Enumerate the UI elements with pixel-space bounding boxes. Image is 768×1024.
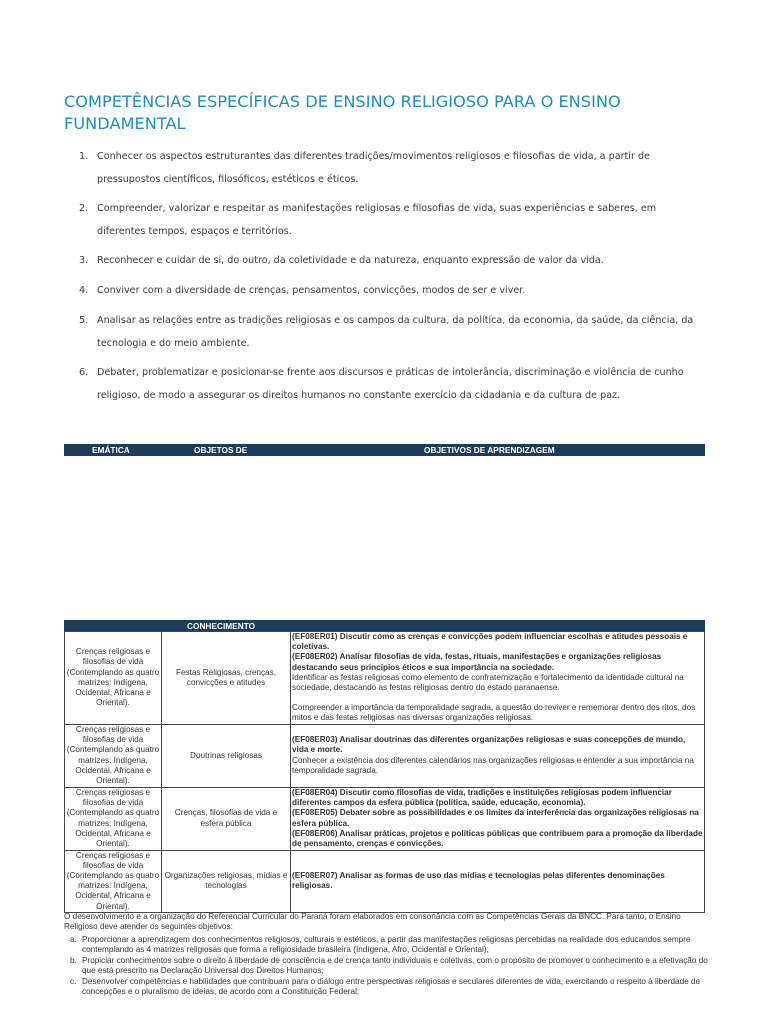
objetivo-text: Compreender a importância da temporalidade sagrada, a questão do reviver e rememorar dentro dos ritos, dos mitos e das festas religiosas nas diversas organizações religiosas.	[292, 703, 696, 723]
objeto-cell: Crenças, filosofias de vida e esfera pública	[162, 787, 291, 850]
intro-paragraph: O desenvolvimento e a organização do Referencial Curricular do Paraná foram elaborados em consonância com as Competências Gerais da BNCC. Para tanto, o Ensino Religioso deve atender os seguintes objetivos:	[64, 912, 681, 931]
competencia-number: 5.	[79, 315, 89, 326]
objeto-cell: Doutrinas religiosas	[162, 724, 291, 787]
competencia-item	[64, 249, 704, 272]
list-item-text: Desenvolver competências e habilidades que contribuam para o diálogo entre perspectivas religiosas e seculares diferentes de vida, exercitando o respeito à liberdade de concepções e o pluralismo de ideias, de acordo com a Constituição Federal;	[82, 977, 701, 996]
competencia-text: Reconhecer e cuidar de si, do outro, da coletividade e da natureza, enquanto expressão de valor da vida.	[97, 255, 604, 266]
objeto-cell: Organizações religiosas, mídias e tecnologias	[162, 850, 291, 912]
unidade-cell: Crenças religiosas e filosofias de vida (Contemplando as quatro matrizes: Indígena, Ocidental, Africana e Oriental).	[65, 850, 162, 912]
list-item	[64, 935, 708, 955]
objetivos-cell	[291, 724, 705, 787]
unidade-cell: Crenças religiosas e filosofias de vida (Contemplando as quatro matrizes: Indígena, Ocidental, Africana e Oriental).	[65, 787, 162, 850]
objetivo-code-text: (EF08ER02) Analisar filosofias de vida, festas, rituais, manifestações e organizações religiosas destacando seus princípios éticos e sua importância na sociedade.	[292, 652, 662, 672]
competencia-number: 2.	[79, 203, 89, 214]
objetivo-code-text: (EF08ER07) Analisar as formas de uso das mídias e tecnologias pelas diferentes denominações religiosas.	[292, 871, 665, 891]
objetivo-code-text: (EF08ER06) Analisar práticas, projetos e políticas públicas que contribuem para a promoção da liberdade de pensamento, crenças e convicções.	[292, 828, 703, 849]
table-header-bar	[64, 444, 705, 456]
competencia-number: 4.	[79, 285, 89, 296]
column-header-conhecimento: CONHECIMENTO	[187, 621, 256, 631]
competencia-text: Conviver com a diversidade de crenças, pensamentos, convicções, modos de ser e viver.	[97, 285, 526, 296]
competencias-list	[64, 145, 704, 407]
competencia-text: Analisar as relações entre as tradições religiosas e os campos da cultura, da política, da economia, da saúde, da ciência, da tecnologia e do meio ambiente.	[97, 315, 694, 349]
table-row	[65, 850, 705, 912]
page-title: COMPETÊNCIAS ESPECÍFICAS DE ENSINO RELIGIOSO PARA O ENSINO FUNDAMENTAL	[64, 91, 621, 133]
objetivos-section	[64, 912, 708, 998]
curriculum-table	[64, 631, 705, 913]
list-item-text: Propiciar conhecimentos sobre o direito à liberdade de consciência e de crença tanto individuais e coletivas, com o propósito de promover o conhecimento e a efetivação do que está prescrito na Declaração Universal dos Direitos Humanos;	[82, 956, 708, 975]
column-header-objetivos: OBJETIVOS DE APRENDIZAGEM	[424, 445, 555, 455]
column-header-objetos: OBJETOS DE	[194, 445, 248, 455]
list-letter: b.	[70, 956, 77, 965]
list-item	[64, 977, 708, 997]
column-header-tematica: EMÁTICA	[92, 445, 130, 455]
objetivo-code-text: (EF08ER01) Discutir como as crenças e convicções podem influenciar escolhas e atitudes pessoais e coletivas.	[292, 632, 688, 652]
unidade-cell: Crenças religiosas e filosofias de vida (Contemplando as quatro matrizes: Indígena, Ocidental, Africana e Oriental).	[65, 724, 162, 787]
objetivos-cell	[291, 850, 705, 912]
objetivo-code-text: (EF08ER05) Debater sobre as possibilidades e os limites da interferência das organizações religiosas na esfera pública.	[292, 808, 699, 828]
competencia-item	[64, 279, 704, 302]
objetivos-cell	[291, 632, 705, 725]
competencia-text: Compreender, valorizar e respeitar as manifestações religiosas e filosofias de vida, suas experiências e saberes, em diferentes tempos, espaços e territórios.	[97, 203, 657, 237]
competencia-number: 3.	[79, 255, 89, 266]
table-row	[65, 787, 705, 850]
objetivos-cell	[291, 787, 705, 850]
table-row	[65, 724, 705, 787]
objeto-cell: Festas Religiosas, crenças, convicções e atitudes	[162, 632, 291, 725]
list-letter: c.	[70, 977, 77, 986]
competencia-item	[64, 145, 704, 191]
objetivo-code-text: (EF08ER03) Analisar doutrinas das diferentes organizações religiosas e suas concepções de mundo, vida e morte.	[292, 735, 686, 755]
competencia-text: Debater, problematizar e posicionar-se frente aos discursos e práticas de intolerância, discriminação e violência de cunho religioso, de modo a assegurar os direitos humanos no constante exercício da cidadania e da cultura de paz.	[97, 367, 684, 401]
competencia-item	[64, 197, 704, 243]
objetivos-list	[64, 935, 708, 997]
list-item	[64, 956, 708, 976]
objetivo-code-text: (EF08ER04) Discutir como filosofias de vida, tradições e instituições religiosas podem influenciar diferentes campos da esfera pública (política, saúde, educação, economia).	[292, 788, 672, 808]
unidade-cell: Crenças religiosas e filosofias de vida (Contemplando as quatro matrizes: Indígena, Ocidental, Africana e Oriental).	[65, 632, 162, 725]
competencia-item	[64, 309, 704, 355]
competencia-number: 6.	[79, 367, 89, 378]
table-row	[65, 632, 705, 725]
objetivo-text: Conhecer a existência dos diferentes calendários nas organizações religiosas e entender a sua importância na temporalidade sagrada.	[292, 755, 694, 775]
list-letter: a.	[70, 935, 77, 944]
competencia-item	[64, 361, 704, 407]
competencia-text: Conhecer os aspectos estruturantes das diferentes tradições/movimentos religiosos e filosofias de vida, a partir de pressupostos científicos, filosóficos, estéticos e éticos.	[97, 151, 650, 185]
objetivo-text: Identificar as festas religiosas como elemento de confraternização e fortalecimento da identidade cultural na sociedade, destacando as festas religiosas dentro do estado paranaense.	[292, 672, 684, 693]
list-item-text: Proporcionar a aprendizagem dos conhecimentos religiosos, culturais e estéticos, a partir das manifestações religiosas percebidas na realidade dos educandos sempre contemplando as 4 matrizes religiosas que forma a religiosidade brasileira (Indígena, Afro, Ocidental e Oriental);	[82, 935, 691, 954]
competencia-number: 1.	[79, 151, 89, 162]
